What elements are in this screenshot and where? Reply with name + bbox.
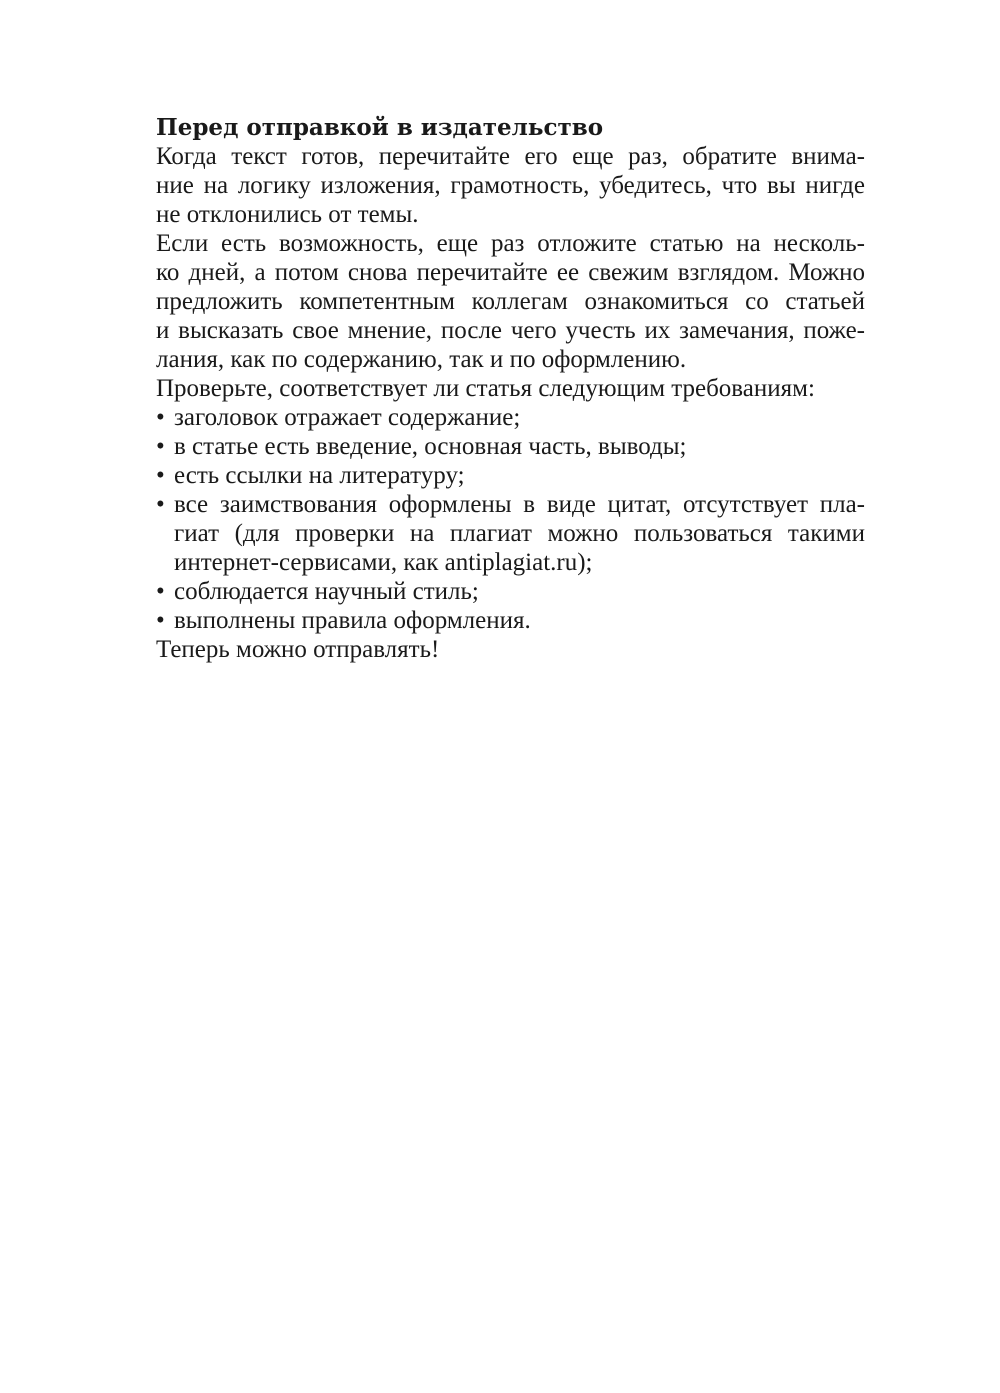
text-line: ко дней, а потом снова перечитайте ее свежим взглядом. Можно xyxy=(156,259,865,286)
text-line: ние на логику изложения, грамотность, убедитесь, что вы нигде xyxy=(156,172,865,199)
list-item xyxy=(135,490,865,577)
text-line: не отклонились от темы. xyxy=(156,201,419,228)
list-item xyxy=(135,606,865,635)
paragraph-review xyxy=(135,142,865,229)
text-line: предложить компетентным коллегам ознакомиться со статьей xyxy=(156,288,865,315)
requirements-list xyxy=(135,403,865,635)
list-item xyxy=(135,461,865,490)
bullet-icon: • xyxy=(156,433,165,460)
paragraph-check-intro xyxy=(135,374,865,403)
list-item-text: соблюдается научный стиль; xyxy=(174,578,479,605)
list-item xyxy=(135,432,865,461)
list-item-text: выполнены правила оформления. xyxy=(174,607,531,634)
text-line: лания, как по содержанию, так и по оформлению. xyxy=(156,346,687,373)
bullet-icon: • xyxy=(156,607,165,634)
closing-line: Теперь можно отправлять! xyxy=(156,636,440,663)
text-line: Если есть возможность, еще раз отложите статью на несколь- xyxy=(156,230,865,257)
section-heading: Перед отправкой в издательство xyxy=(156,114,604,141)
page-body xyxy=(135,112,865,664)
bullet-icon: • xyxy=(156,491,165,518)
list-item-text: заголовок отражает содержание; xyxy=(174,404,521,431)
text-line: Проверьте, соответствует ли статья следующим требованиям: xyxy=(156,375,815,402)
list-item-text: гиат (для проверки на плагиат можно пользоваться такими xyxy=(174,520,865,547)
list-item xyxy=(135,577,865,606)
list-item xyxy=(135,403,865,432)
list-item-text: есть ссылки на литературу; xyxy=(174,462,465,489)
list-item-text: интернет-сервисами, как antiplagiat.ru); xyxy=(174,549,593,576)
text-line: и высказать свое мнение, после чего учесть их замечания, поже- xyxy=(156,317,865,344)
bullet-icon: • xyxy=(156,462,165,489)
bullet-icon: • xyxy=(156,404,165,431)
text-line: Когда текст готов, перечитайте его еще раз, обратите внима- xyxy=(156,143,865,170)
list-item-text: все заимствования оформлены в виде цитат, отсутствует пла- xyxy=(174,491,865,518)
bullet-icon: • xyxy=(156,578,165,605)
list-item-text: в статье есть введение, основная часть, выводы; xyxy=(174,433,687,460)
paragraph-colleagues xyxy=(135,229,865,374)
